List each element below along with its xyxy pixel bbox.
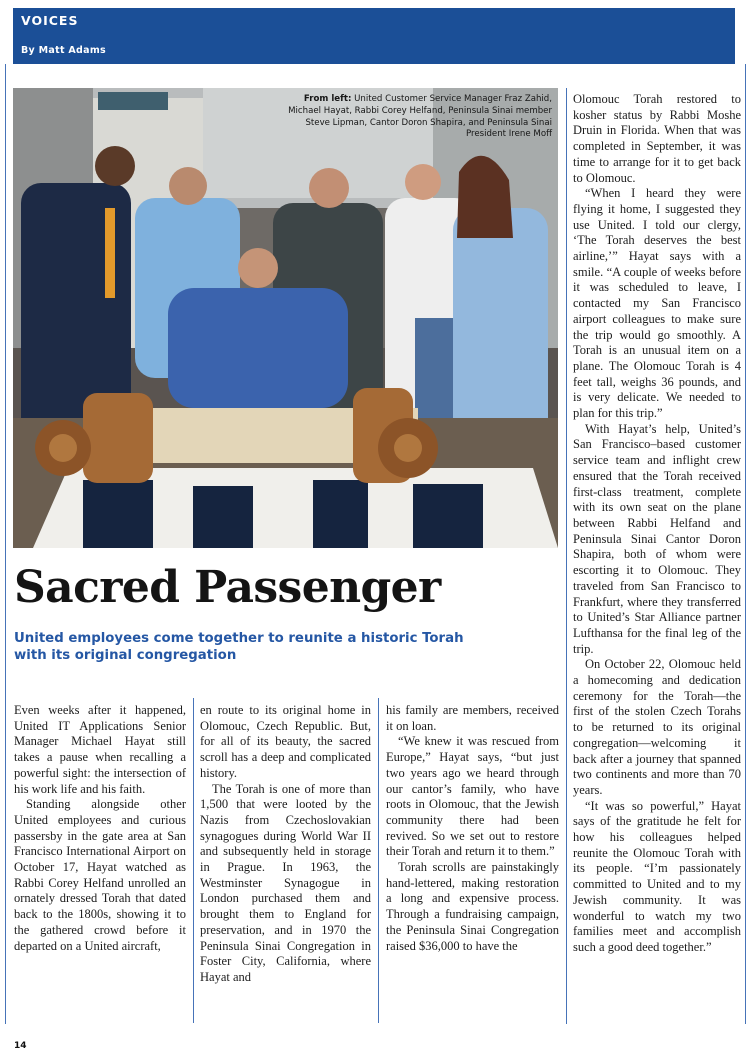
caption-label: From left: [303, 94, 352, 104]
paragraph: “When I heard they were flying it home, I suggested they use United. I told our clergy, ‘The Torah deserves the best airline,’” Hayat says with a smile. “A couple of weeks before it was scheduled to leave, I contacted my San Francisco airport colleagues to make sure the trip would go smoothly. A Torah is an unusual item on a plane. The Olomouc Torah is 4 feet tall, weighs 36 pounds, and is very delicate. We needed to plan for this trip.” [573, 186, 741, 421]
article-column-1 [14, 703, 186, 954]
paragraph: Standing alongside other United employees and curious passersby in the gate area at San Francisco International Airport on October 17, Hayat watched as Rabbi Corey Helfand unrolled an ornately dressed Torah that dated back to the 1800s, showing it to the gathered crowd before it departed on a United aircraft, [14, 797, 186, 953]
paragraph: Torah scrolls are painstakingly hand-lettered, making restoration a long and expensive process. Through a fundraising campaign, the Peninsula Sinai Congregation raised $36,000 to have the [386, 860, 559, 953]
photo-caption [282, 94, 552, 141]
page-number: 14 [14, 1041, 27, 1051]
paragraph: The Torah is one of more than 1,500 that were looted by the Nazis from Czechoslovakian synagogues during World War II and subsequently held in storage in Prague. In 1963, the Westminster Synagogue in London purchased them and brought them to England for preservation, and in 1970 the Peninsula Sinai Congregation in Foster City, California, where Hayat and [200, 781, 371, 984]
section-banner [13, 8, 735, 64]
left-margin-rule [5, 64, 6, 1024]
photo-illustration [13, 88, 558, 548]
paragraph: “We knew it was rescued from Europe,” Hayat says, “but just two years ago we heard through our cantor’s family, who have roots in Olomouc, that the Jewish community there had been revived. So we set out to restore their Torah and return it to them.” [386, 734, 559, 859]
paragraph: “It was so powerful,” Hayat says of the gratitude he felt for how his colleagues helped reunite the Olomouc Torah with its people. “I’m passionately committed to United and to my Jewish community. It was wonderful to watch my two families meet and accomplish such a good deed together.” [573, 798, 741, 954]
paragraph: en route to its original home in Olomouc, Czech Republic. But, for all of its beauty, the sacred scroll has a deep and complicated history. [200, 703, 371, 780]
article-title: Sacred Passenger [14, 562, 441, 613]
paragraph: With Hayat’s help, United’s San Francisco–based customer service team and inflight crew ensured that the Torah received first-class treatment, complete with its own seat on the plane between Rabbi Helfand and Peninsula Sinai Cantor Doron Shapira, both of whom were escorting it to Olomouc. They traveled from San Francisco to Frankfurt, where they transferred to United’s Star Alliance partner Lufthansa for the final leg of the trip. [573, 421, 741, 656]
paragraph: Olomouc Torah restored to kosher status by Rabbi Moshe Druin in Florida. When that was completed in September, it was time to arrange for it to get back to Olomouc. [573, 92, 741, 185]
caption-text: United Customer Service Manager Fraz Zahid, Michael Hayat, Rabbi Corey Helfand, Peninsula Sinai member Steve Lipman, Cantor Doron Shapira, and Peninsula Sinai President Irene Moff [288, 94, 552, 140]
article-column-4 [573, 92, 741, 956]
right-margin-rule [745, 64, 746, 1024]
torah-group-photo [13, 88, 558, 548]
paragraph: Even weeks after it happened, United IT Applications Senior Manager Michael Hayat still takes a pause when recalling a powerful sight: the intersection of his work life and his faith. [14, 703, 186, 796]
section-label: VOICES [21, 13, 79, 28]
paragraph: his family are members, received it on loan. [386, 703, 559, 733]
article-dek: United employees come together to reunite a historic Torah with its original congregation [14, 631, 464, 663]
article-column-3 [386, 703, 559, 954]
column-rule [378, 698, 379, 1023]
column-rule [193, 698, 194, 1023]
byline: By Matt Adams [21, 45, 107, 56]
column-rule [566, 88, 567, 1024]
article-column-2 [200, 703, 371, 986]
paragraph: On October 22, Olomouc held a homecoming and dedication ceremony for the Torah—the first of the stolen Czech Torahs to be returned to its original congregation—welcoming it back after a journey that spanned two continents and more than 70 years. [573, 657, 741, 797]
